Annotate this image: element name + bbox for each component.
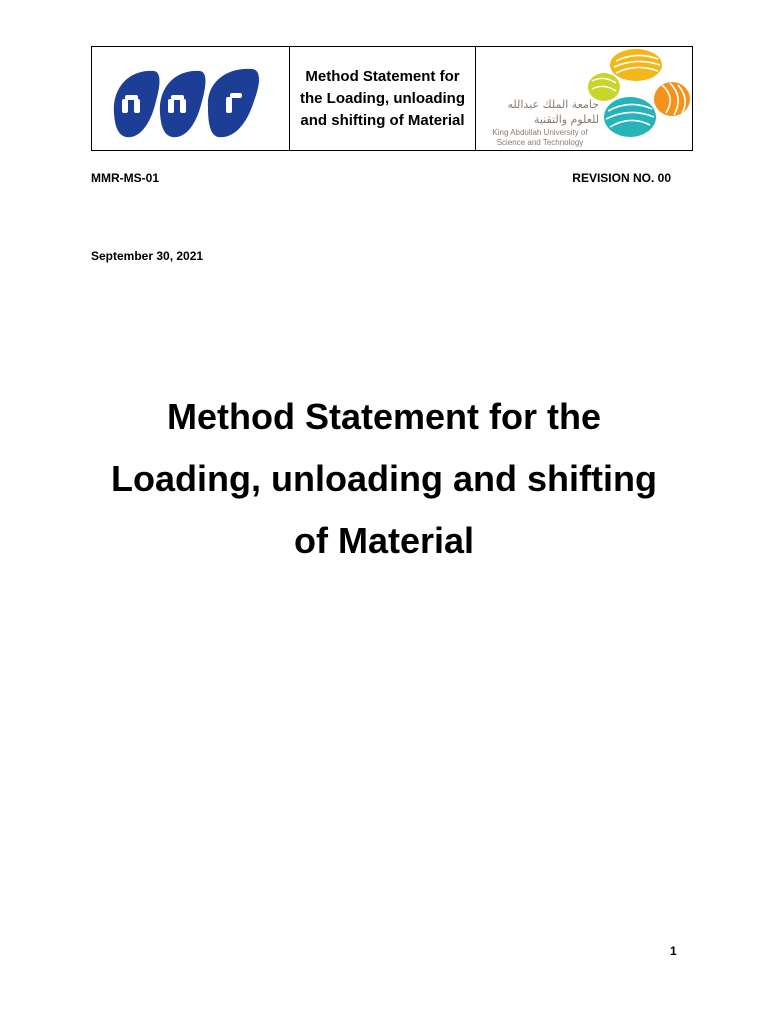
kaust-logo-cell (476, 47, 692, 150)
document-title: Method Statement for the Loading, unloading and shifting of Material (111, 396, 657, 561)
left-logo-cell (92, 47, 290, 150)
mmr-logo (92, 47, 290, 151)
document-date: September 30, 2021 (91, 249, 204, 263)
page-number: 1 (670, 944, 677, 958)
header-table (91, 46, 693, 151)
document-code: MMR-MS-01 (91, 171, 159, 185)
header-title-cell (290, 47, 476, 150)
kaust-arabic-name: جامعة الملك عبدالله للعلوم والتقنية (507, 98, 599, 126)
kaust-logo-mark (586, 47, 692, 150)
kaust-english-name: King Abdullah University of Science and Technology (492, 128, 588, 147)
revision-number: REVISION NO. 00 (572, 171, 671, 185)
header-title: Method Statement for the Loading, unloading and shifting of Material (300, 67, 465, 129)
